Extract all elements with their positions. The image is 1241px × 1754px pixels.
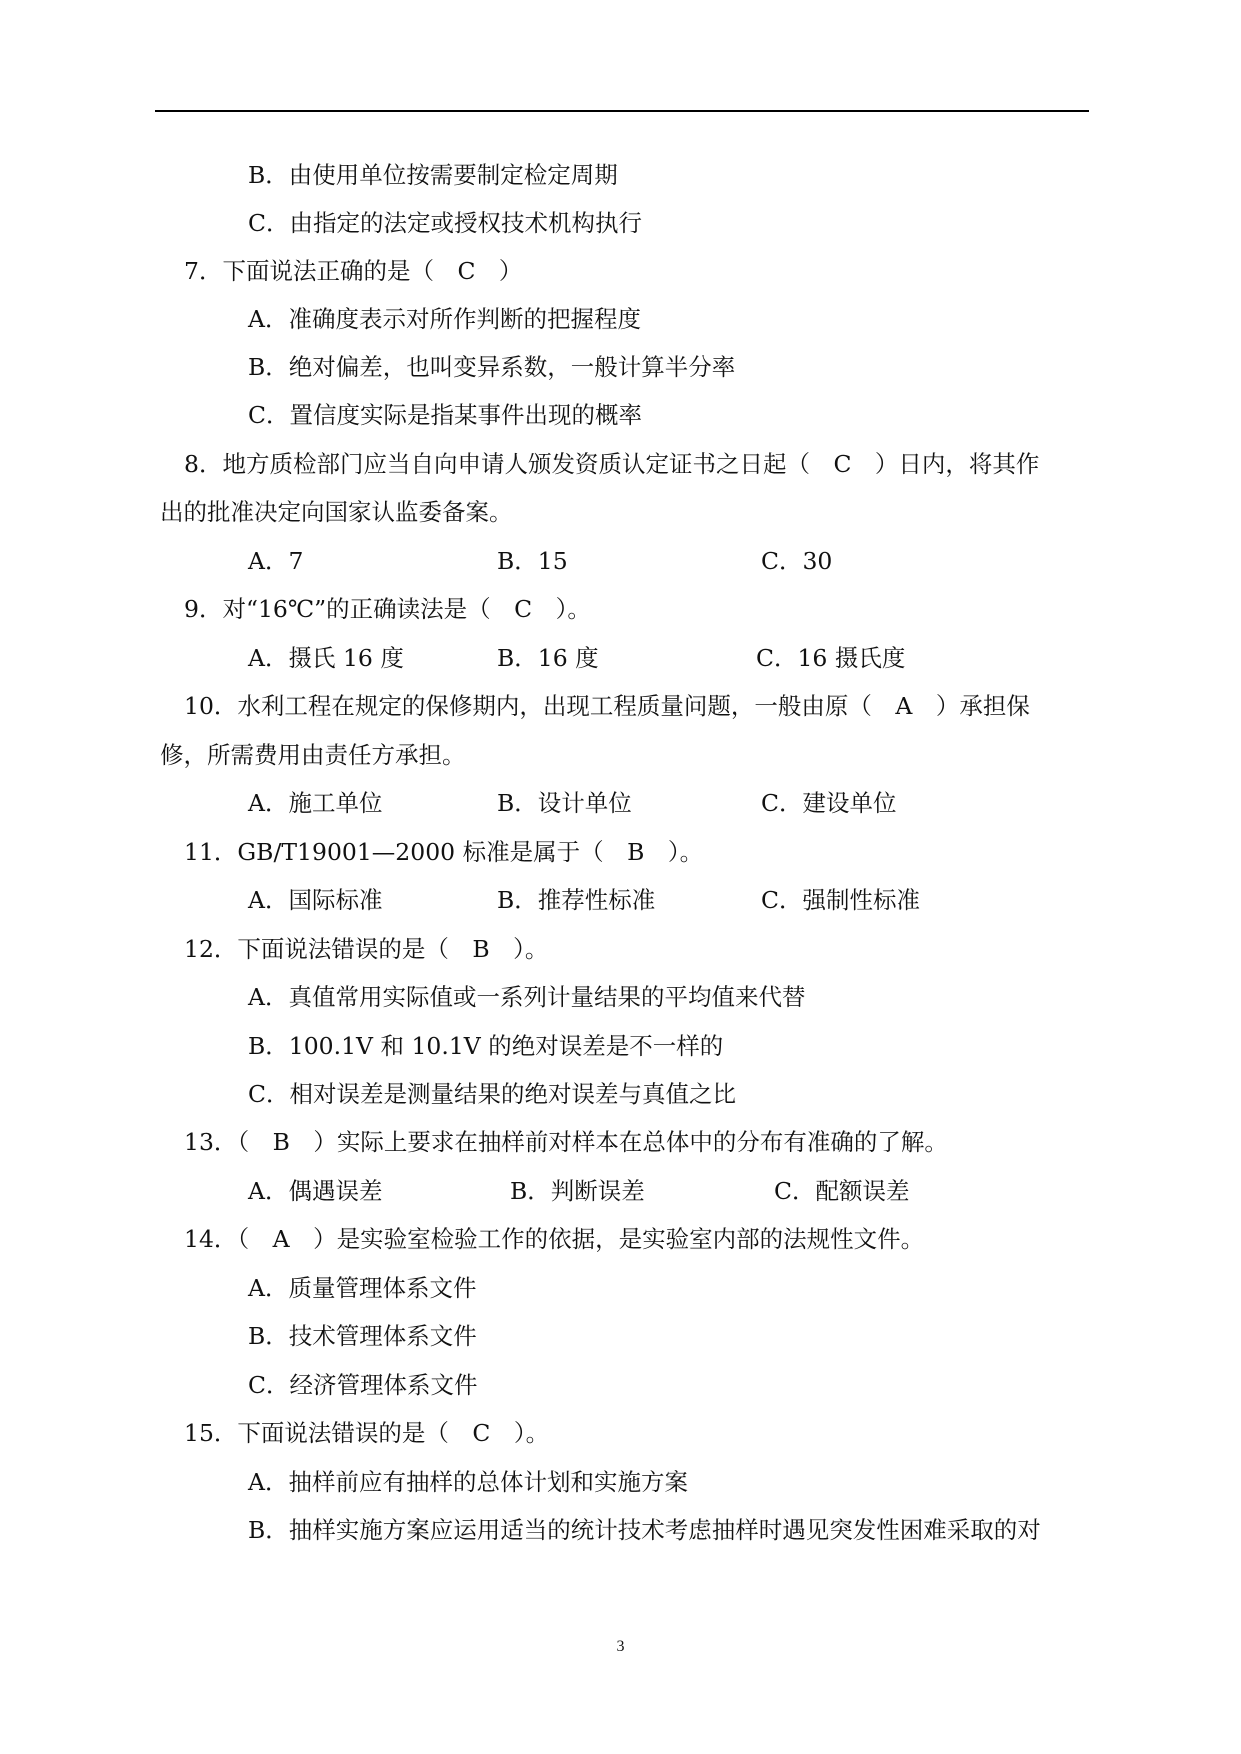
header-rule xyxy=(155,110,1089,112)
question-10-continued: 修，所需费用由责任方承担。 xyxy=(160,741,466,769)
question-13: 13．（ B ）实际上要求在抽样前对样本在总体中的分布有准确的了解。 xyxy=(184,1128,948,1156)
q13-option-c: C．配额误差 xyxy=(774,1177,910,1205)
question-8: 8．地方质检部门应当自向申请人颁发资质认定证书之日起（ C ）日内，将其作 xyxy=(184,450,1040,478)
q8-option-b: B．15 xyxy=(497,547,568,575)
question-14: 14．（ A ）是实验室检验工作的依据，是实验室内部的法规性文件。 xyxy=(184,1225,925,1253)
q14-option-b: B．技术管理体系文件 xyxy=(248,1322,477,1350)
question-12: 12．下面说法错误的是（ B ）。 xyxy=(184,935,549,963)
question-9: 9．对“16℃”的正确读法是（ C ）。 xyxy=(184,595,591,623)
question-15: 15．下面说法错误的是（ C ）。 xyxy=(184,1419,550,1447)
q9-option-c: C．16 摄氏度 xyxy=(756,644,906,672)
q6-option-c: C．由指定的法定或授权技术机构执行 xyxy=(248,209,642,237)
page-number: 3 xyxy=(616,1638,625,1655)
q8-option-a: A．7 xyxy=(248,547,304,575)
q6-option-b: B．由使用单位按需要制定检定周期 xyxy=(248,161,618,189)
q8-option-c: C．30 xyxy=(761,547,833,575)
q15-option-b: B．抽样实施方案应运用适当的统计技术考虑抽样时遇见突发性困难采取的对 xyxy=(248,1516,1041,1544)
q7-option-b: B．绝对偏差，也叫变异系数，一般计算半分率 xyxy=(248,353,736,381)
q14-option-a: A．质量管理体系文件 xyxy=(248,1274,477,1302)
q10-option-b: B．设计单位 xyxy=(497,789,632,817)
q9-option-b: B．16 度 xyxy=(497,644,599,672)
question-7: 7．下面说法正确的是（ C ） xyxy=(184,257,523,285)
q7-option-a: A．准确度表示对所作判断的把握程度 xyxy=(248,305,641,333)
question-8-continued: 出的批准决定向国家认监委备案。 xyxy=(160,498,513,526)
q12-option-a: A．真值常用实际值或一系列计量结果的平均值来代替 xyxy=(248,983,806,1011)
q10-option-a: A．施工单位 xyxy=(248,789,383,817)
q13-option-b: B．判断误差 xyxy=(510,1177,645,1205)
q11-option-b: B．推荐性标准 xyxy=(497,886,656,914)
q12-option-c: C．相对误差是测量结果的绝对误差与真值之比 xyxy=(248,1080,736,1108)
q12-option-b: B．100.1V 和 10.1V 的绝对误差是不一样的 xyxy=(248,1032,724,1060)
q11-option-a: A．国际标准 xyxy=(248,886,383,914)
q11-option-c: C．强制性标准 xyxy=(761,886,920,914)
q7-option-c: C．置信度实际是指某事件出现的概率 xyxy=(248,401,642,429)
q14-option-c: C．经济管理体系文件 xyxy=(248,1371,478,1399)
question-10: 10．水利工程在规定的保修期内，出现工程质量问题，一般由原（ A ）承担保 xyxy=(184,692,1030,720)
q13-option-a: A．偶遇误差 xyxy=(248,1177,383,1205)
q10-option-c: C．建设单位 xyxy=(761,789,897,817)
q15-option-a: A．抽样前应有抽样的总体计划和实施方案 xyxy=(248,1468,688,1496)
q9-option-a: A．摄氏 16 度 xyxy=(248,644,404,672)
question-11: 11．GB/T19001—2000 标准是属于（ B ）。 xyxy=(184,838,704,866)
